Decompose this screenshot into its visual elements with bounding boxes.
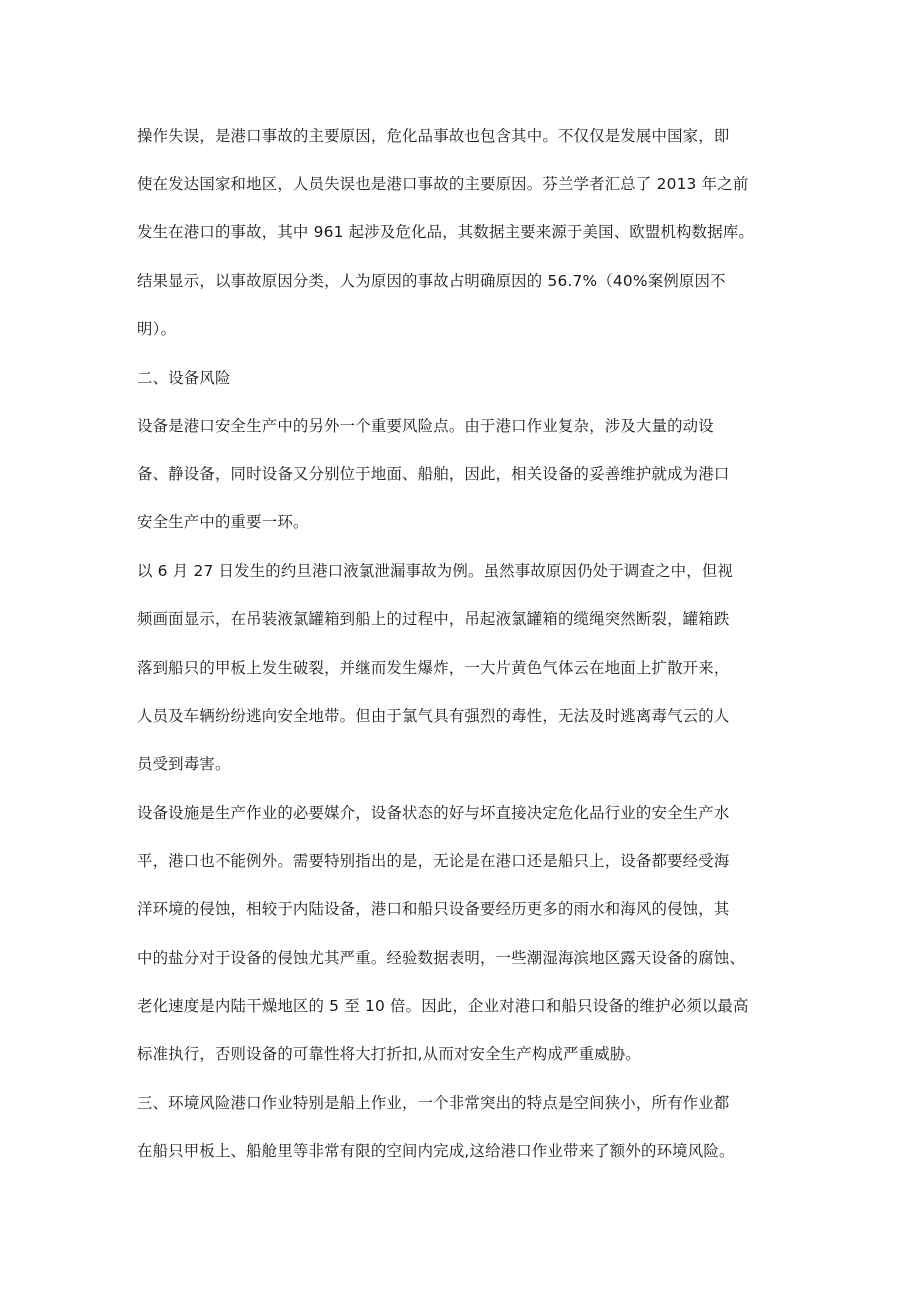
- text-line: 操作失误，是港口事故的主要原因，危化品事故也包含其中。不仅仅是发展中国家，即: [137, 127, 730, 145]
- text-line: 员受到毒害。: [137, 755, 231, 773]
- text-line: 安全生产中的重要一环。: [137, 513, 309, 531]
- section-heading: 三、环境风险港口作业特别是船上作业，一个非常突出的特点是空间狭小，所有作业都: [137, 1094, 730, 1112]
- text-line: 落到船只的甲板上发生破裂，并继而发生爆炸，一大片黄色气体云在地面上扩散开来，: [137, 659, 730, 677]
- text-line: 在船只甲板上、船舱里等非常有限的空间内完成,这给港口作业带来了额外的环境风险。: [137, 1142, 735, 1160]
- text-line: 标准执行，否则设备的可靠性将大打折扣,从而对安全生产构成严重威胁。: [137, 1045, 641, 1063]
- text-line: 使在发达国家和地区，人员失误也是港口事故的主要原因。芬兰学者汇总了 2013 年之前: [137, 175, 749, 193]
- section-heading: 二、设备风险: [137, 369, 231, 387]
- text-line: 人员及车辆纷纷逃向安全地带。但由于氯气具有强烈的毒性，无法及时逃离毒气云的人: [137, 707, 730, 725]
- text-line: 洋环境的侵蚀，相较于内陆设备，港口和船只设备要经历更多的雨水和海风的侵蚀，其: [137, 900, 730, 918]
- text-line: 发生在港口的事故，其中 961 起涉及危化品，其数据主要来源于美国、欧盟机构数据库。: [137, 223, 755, 241]
- text-line: 频画面显示，在吊装液氯罐箱到船上的过程中，吊起液氯罐箱的缆绳突然断裂，罐箱跌: [137, 610, 730, 628]
- text-line: 结果显示，以事故原因分类，人为原因的事故占明确原因的 56.7%（40%案例原因不: [137, 272, 726, 290]
- text-line: 老化速度是内陆干燥地区的 5 至 10 倍。因此，企业对港口和船只设备的维护必须以最高: [137, 997, 749, 1015]
- text-line: 备、静设备，同时设备又分别位于地面、船舶，因此，相关设备的妥善维护就成为港口: [137, 465, 730, 483]
- text-line: 设备设施是生产作业的必要媒介，设备状态的好与坏直接决定危化品行业的安全生产水: [137, 804, 730, 822]
- text-line: 设备是港口安全生产中的另外一个重要风险点。由于港口作业复杂，涉及大量的动设: [137, 417, 714, 435]
- text-line: 中的盐分对于设备的侵蚀尤其严重。经验数据表明，一些潮湿海滨地区露天设备的腐蚀、: [137, 949, 746, 967]
- text-line: 以 6 月 27 日发生的约旦港口液氯泄漏事故为例。虽然事故原因仍处于调查之中，但视: [137, 562, 734, 580]
- text-line: 平，港口也不能例外。需要特别指出的是，无论是在港口还是船只上，设备都要经受海: [137, 852, 730, 870]
- text-line: 明）。: [137, 320, 177, 338]
